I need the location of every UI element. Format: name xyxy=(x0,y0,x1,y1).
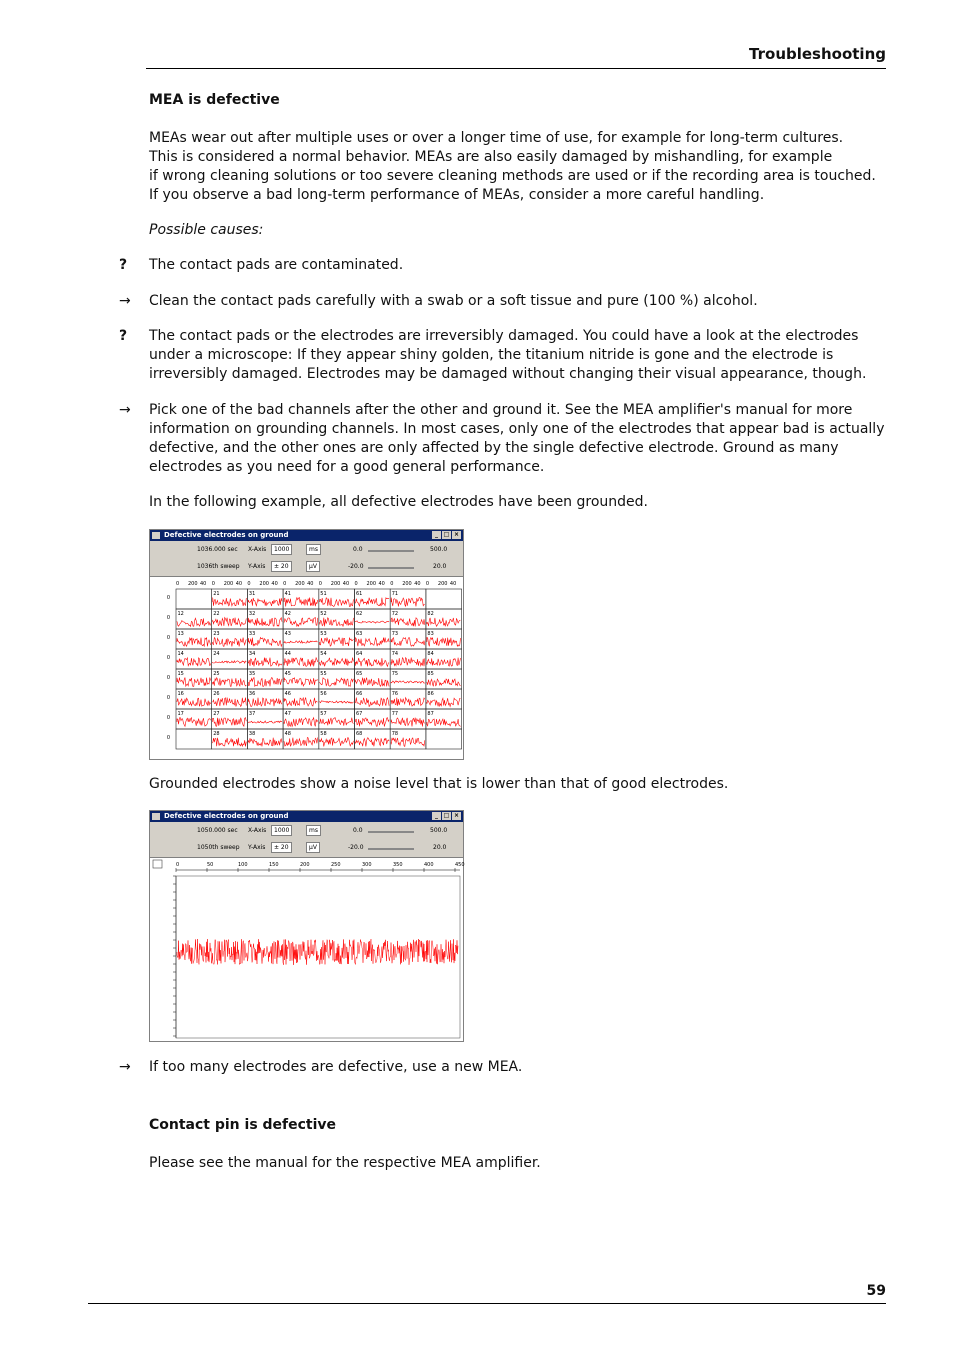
col-tick-label: 0 xyxy=(354,581,358,587)
intro-paragraph xyxy=(149,129,874,205)
intro-line: If you observe a bad long-term performance of MEAs, consider a more careful handling. xyxy=(149,187,765,203)
col-tick-label: 200 xyxy=(402,581,412,587)
electrode-trace xyxy=(427,719,461,726)
col-tick-label: 200 xyxy=(188,581,198,587)
col-tick-label: 0 xyxy=(176,581,180,587)
slider2-max: 20.0 xyxy=(433,563,447,570)
electrode-label: 21 xyxy=(213,591,220,597)
slider2-min: -20.0 xyxy=(348,844,364,851)
electrode-label: 83 xyxy=(427,631,434,637)
electrode-label: 32 xyxy=(248,611,256,617)
electrode-trace xyxy=(391,698,425,706)
electrode-trace xyxy=(248,721,282,723)
fix-2 xyxy=(149,401,885,477)
electrode-trace xyxy=(248,598,282,606)
electrode-cell xyxy=(426,589,462,609)
electrode-label: 44 xyxy=(284,651,291,657)
electrode-label: 56 xyxy=(320,691,327,697)
x-tick-label: 0 xyxy=(176,862,180,868)
electrode-trace xyxy=(248,698,282,707)
x-tick-label: 450 xyxy=(455,862,465,868)
cause-2-line: The contact pads or the electrodes are irreversibly damaged. You could have a look at the electrodes xyxy=(149,328,859,344)
slider1-min: 0.0 xyxy=(353,827,363,834)
col-tick-label: 200 xyxy=(437,581,448,587)
electrode-label: 68 xyxy=(356,731,363,737)
electrode-label: 85 xyxy=(427,671,434,677)
electrode-trace xyxy=(248,658,282,667)
possible-causes-label: Possible causes: xyxy=(149,222,264,238)
x-axis-value-field[interactable]: 1000 xyxy=(271,544,292,555)
electrode-cell xyxy=(426,729,462,749)
question-marker: ? xyxy=(119,257,128,273)
y-axis-label: Y-Axis xyxy=(248,844,266,851)
electrode-trace xyxy=(427,679,461,686)
minimize-button[interactable]: _ xyxy=(432,531,441,539)
x-tick-label: 150 xyxy=(269,862,279,868)
electrode-grid-plot xyxy=(150,576,463,759)
electrode-trace xyxy=(391,638,425,647)
header-rule xyxy=(146,68,886,69)
electrode-label: 47 xyxy=(284,711,291,717)
electrode-trace xyxy=(391,718,425,727)
time-readout: 1050.000 sec xyxy=(197,827,238,834)
slider1-max: 500.0 xyxy=(430,827,448,834)
cause-1: The contact pads are contaminated. xyxy=(149,257,404,273)
electrode-trace xyxy=(356,638,390,647)
electrode-trace xyxy=(177,638,211,647)
row-tick-label: 0 xyxy=(166,615,170,621)
defective-electrodes-window-2 xyxy=(149,810,464,1042)
contact-pin-text: Please see the manual for the respective MEA amplifier. xyxy=(149,1155,541,1171)
electrode-trace xyxy=(213,678,247,687)
electrode-trace xyxy=(177,698,211,706)
fix-1: Clean the contact pads carefully with a swab or a soft tissue and pure (100 %) alcohol. xyxy=(149,293,758,309)
time-readout: 1036.000 sec xyxy=(197,546,238,553)
window-title: Defective electrodes on ground xyxy=(164,531,289,539)
fix-2-line: defective, and the other ones are only affected by the single defective electrode. Ground as many xyxy=(149,440,839,456)
slider1-max: 500.0 xyxy=(430,546,448,553)
electrode-trace xyxy=(356,658,390,667)
electrode-label: 22 xyxy=(213,611,220,617)
electrode-label: 16 xyxy=(177,691,184,697)
electrode-trace xyxy=(356,621,390,623)
electrode-label: 74 xyxy=(391,651,399,657)
electrode-grid-svg xyxy=(150,577,463,759)
col-tick-label: 200 xyxy=(295,581,305,587)
electrode-trace xyxy=(356,738,390,747)
section-heading-mea-defective: MEA is defective xyxy=(149,92,280,108)
electrode-cell xyxy=(176,729,212,749)
electrode-label: 48 xyxy=(284,731,291,737)
window-app-icon xyxy=(152,532,160,539)
electrode-trace xyxy=(320,658,354,667)
row-tick-label: 0 xyxy=(166,635,170,641)
electrode-label: 61 xyxy=(356,591,363,597)
col-tick-label: 200 xyxy=(330,581,341,587)
electrode-trace xyxy=(320,718,354,726)
electrode-trace xyxy=(248,638,282,647)
arrow-marker: → xyxy=(119,1059,131,1075)
intro-line: if wrong cleaning solutions or too severe cleaning methods are used or if the recording area is touched. xyxy=(149,168,876,184)
electrode-trace xyxy=(320,678,354,687)
electrode-label: 27 xyxy=(213,711,220,717)
electrode-label: 64 xyxy=(356,651,363,657)
electrode-trace xyxy=(391,618,425,627)
col-tick-label: 40 xyxy=(378,581,385,587)
electrode-label: 17 xyxy=(177,711,184,717)
x-axis-control-row xyxy=(150,822,463,839)
electrode-trace xyxy=(213,638,247,647)
electrode-trace xyxy=(391,598,425,607)
electrode-label: 65 xyxy=(356,671,363,677)
electrode-trace xyxy=(213,661,247,663)
col-tick-label: 0 xyxy=(247,581,251,587)
electrode-label: 75 xyxy=(391,671,399,677)
electrode-label: 24 xyxy=(213,651,220,657)
zoom-icon[interactable] xyxy=(153,860,162,868)
x-tick-label: 200 xyxy=(300,862,310,868)
minimize-button[interactable]: _ xyxy=(432,812,441,820)
electrode-cell xyxy=(176,589,212,609)
x-tick-label: 250 xyxy=(331,862,341,868)
col-tick-label: 200 xyxy=(223,581,234,587)
electrode-trace xyxy=(213,718,247,727)
arrow-marker: → xyxy=(119,293,131,309)
electrode-trace xyxy=(213,738,247,747)
question-marker: ? xyxy=(119,328,128,344)
single-channel-plot xyxy=(150,857,463,1041)
cause-2 xyxy=(149,327,874,384)
x-axis-unit-select[interactable]: ms xyxy=(306,825,321,836)
x-tick-label: 350 xyxy=(393,862,403,868)
x-tick-label: 300 xyxy=(362,862,372,868)
row-tick-label: 0 xyxy=(166,595,170,601)
cause-2-line: under a microscope: If they appear shiny golden, the titanium nitride is gone and the electrode is xyxy=(149,347,834,363)
electrode-label: 72 xyxy=(391,611,399,617)
electrode-trace xyxy=(320,598,354,607)
electrode-trace xyxy=(213,618,247,627)
electrode-trace xyxy=(284,658,318,667)
electrode-trace xyxy=(284,678,318,686)
electrode-trace xyxy=(248,618,282,626)
window-title-bar xyxy=(150,530,463,541)
electrode-label: 54 xyxy=(320,651,327,657)
intro-line: This is considered a normal behavior. MEAs are also easily damaged by mishandling, for example xyxy=(149,149,833,165)
electrode-label: 25 xyxy=(213,671,220,677)
electrode-label: 76 xyxy=(391,691,399,697)
electrode-label: 12 xyxy=(177,611,184,617)
electrode-label: 84 xyxy=(427,651,434,657)
electrode-trace xyxy=(320,618,354,627)
electrode-label: 73 xyxy=(391,631,399,637)
electrode-trace xyxy=(427,638,461,647)
slider1-min: 0.0 xyxy=(353,546,363,553)
electrode-trace xyxy=(391,681,425,683)
electrode-trace xyxy=(284,598,318,607)
x-axis-control-row xyxy=(150,541,463,558)
row-tick-label: 0 xyxy=(166,735,170,741)
electrode-label: 45 xyxy=(284,671,291,677)
arrow-marker: → xyxy=(119,402,131,418)
electrode-trace xyxy=(248,738,282,747)
footer-rule xyxy=(88,1303,886,1304)
electrode-trace xyxy=(356,698,390,707)
electrode-trace xyxy=(284,738,318,747)
col-tick-label: 40 xyxy=(307,581,314,587)
electrode-label: 26 xyxy=(213,691,220,697)
electrode-label: 36 xyxy=(248,691,256,697)
electrode-label: 63 xyxy=(356,631,363,637)
electrode-label: 82 xyxy=(427,611,434,617)
electrode-label: 53 xyxy=(320,631,327,637)
maximize-button[interactable]: □ xyxy=(443,531,450,538)
col-tick-label: 40 xyxy=(235,581,243,587)
electrode-label: 13 xyxy=(177,631,184,637)
col-tick-label: 200 xyxy=(366,581,377,587)
slider2-min: -20.0 xyxy=(348,563,364,570)
electrode-trace xyxy=(320,638,354,647)
page-header-title: Troubleshooting xyxy=(749,45,886,63)
window-app-icon xyxy=(152,813,160,820)
sweep-readout: 1050th sweep xyxy=(197,844,240,851)
electrode-label: 42 xyxy=(284,611,291,617)
x-axis-value-field[interactable]: 1000 xyxy=(271,825,292,836)
x-axis-unit-select[interactable]: ms xyxy=(306,544,321,555)
cause-2-line: irreversibly damaged. Electrodes may be damaged without changing their visual appearance, though. xyxy=(149,366,867,382)
electrode-trace xyxy=(177,658,211,666)
x-tick-label: 400 xyxy=(424,862,434,868)
electrode-trace xyxy=(177,718,211,727)
single-channel-svg xyxy=(150,858,463,1041)
col-tick-label: 200 xyxy=(259,581,269,587)
y-range-slider[interactable] xyxy=(368,848,414,850)
electrode-label: 37 xyxy=(248,711,256,717)
electrode-label: 38 xyxy=(248,731,256,737)
electrode-label: 23 xyxy=(213,631,220,637)
maximize-button[interactable]: □ xyxy=(443,812,450,819)
electrode-label: 33 xyxy=(248,631,256,637)
electrode-label: 28 xyxy=(213,731,220,737)
electrode-trace xyxy=(177,618,211,626)
slider2-max: 20.0 xyxy=(433,844,447,851)
electrode-trace xyxy=(356,718,390,727)
electrode-label: 86 xyxy=(427,691,434,697)
col-tick-label: 0 xyxy=(318,581,322,587)
electrode-label: 31 xyxy=(248,591,256,597)
electrode-trace xyxy=(356,598,390,606)
y-axis-control-row xyxy=(150,558,463,575)
electrode-label: 15 xyxy=(177,671,184,677)
col-tick-label: 0 xyxy=(211,581,215,587)
channel-trace xyxy=(177,939,458,965)
row-tick-label: 0 xyxy=(166,715,170,721)
x-range-slider[interactable] xyxy=(368,550,414,552)
electrode-label: 78 xyxy=(391,731,399,737)
page-number: 59 xyxy=(866,1283,886,1299)
electrode-label: 57 xyxy=(320,711,327,717)
x-axis-label: X-Axis xyxy=(248,546,267,553)
electrode-label: 77 xyxy=(391,711,399,717)
defective-electrodes-window-1 xyxy=(149,529,464,760)
fix-2-line: Pick one of the bad channels after the other and ground it. See the MEA amplifier's manual for more xyxy=(149,402,853,418)
y-axis-control-row xyxy=(150,839,463,856)
window-title-bar xyxy=(150,811,463,822)
fix-3: If too many electrodes are defective, use a new MEA. xyxy=(149,1059,523,1075)
electrode-trace xyxy=(284,698,318,707)
col-tick-label: 0 xyxy=(425,581,430,587)
fix-2-line: electrodes as you need for a good general performance. xyxy=(149,459,545,475)
electrode-trace xyxy=(248,678,282,687)
y-range-slider[interactable] xyxy=(368,567,414,569)
electrode-label: 67 xyxy=(356,711,363,717)
x-axis-label: X-Axis xyxy=(248,827,267,834)
fix-2-line: information on grounding channels. In most cases, only one of the electrodes that appear bad is actually xyxy=(149,421,885,437)
col-tick-label: 40 xyxy=(200,581,207,587)
electrode-trace xyxy=(356,678,390,687)
electrode-label: 71 xyxy=(391,591,399,597)
col-tick-label: 0 xyxy=(283,581,287,587)
col-tick-label: 40 xyxy=(271,581,278,587)
y-axis-unit-select[interactable]: µV xyxy=(306,561,320,572)
row-tick-label: 0 xyxy=(166,655,170,661)
electrode-label: 46 xyxy=(284,691,291,697)
x-tick-label: 100 xyxy=(238,862,248,868)
electrode-label: 34 xyxy=(248,651,256,657)
electrode-label: 62 xyxy=(356,611,363,617)
electrode-label: 87 xyxy=(427,711,434,717)
col-tick-label: 40 xyxy=(414,581,421,587)
x-range-slider[interactable] xyxy=(368,831,414,833)
row-tick-label: 0 xyxy=(166,695,170,701)
intro-line: MEAs wear out after multiple uses or over a longer time of use, for example for long-term cultures. xyxy=(149,130,844,146)
electrode-label: 66 xyxy=(356,691,363,697)
electrode-trace xyxy=(427,618,461,627)
electrode-label: 52 xyxy=(320,611,327,617)
sweep-readout: 1036th sweep xyxy=(197,563,240,570)
electrode-trace xyxy=(391,658,425,667)
close-button[interactable]: × xyxy=(453,812,460,819)
col-tick-label: 40 xyxy=(449,581,457,587)
example-text: In the following example, all defective electrodes have been grounded. xyxy=(149,494,648,510)
electrode-label: 55 xyxy=(320,671,327,677)
electrode-label: 35 xyxy=(248,671,256,677)
electrode-label: 41 xyxy=(284,591,291,597)
col-tick-label: 40 xyxy=(342,581,350,587)
y-axis-label: Y-Axis xyxy=(248,563,266,570)
electrode-trace xyxy=(213,598,247,606)
electrode-trace xyxy=(284,718,318,727)
col-tick-label: 0 xyxy=(390,581,394,587)
electrode-trace xyxy=(391,738,425,747)
electrode-trace xyxy=(177,678,211,687)
electrode-trace xyxy=(213,698,247,707)
electrode-trace xyxy=(427,698,461,706)
electrode-trace xyxy=(284,618,318,627)
y-axis-unit-select[interactable]: µV xyxy=(306,842,320,853)
electrode-label: 58 xyxy=(320,731,327,737)
x-tick-label: 50 xyxy=(207,862,214,868)
electrode-label: 51 xyxy=(320,591,327,597)
y-axis-value-field[interactable]: ± 20 xyxy=(271,561,292,572)
electrode-label: 14 xyxy=(177,651,184,657)
electrode-trace xyxy=(427,658,461,666)
y-axis-value-field[interactable]: ± 20 xyxy=(271,842,292,853)
close-button[interactable]: × xyxy=(453,531,460,538)
section-heading-contact-pin: Contact pin is defective xyxy=(149,1117,337,1133)
electrode-trace xyxy=(284,641,318,643)
electrode-label: 43 xyxy=(284,631,291,637)
electrode-trace xyxy=(320,701,354,703)
window-title: Defective electrodes on ground xyxy=(164,812,289,820)
electrode-trace xyxy=(320,738,354,747)
grounded-text: Grounded electrodes show a noise level that is lower than that of good electrodes. xyxy=(149,776,729,792)
row-tick-label: 0 xyxy=(166,675,170,681)
